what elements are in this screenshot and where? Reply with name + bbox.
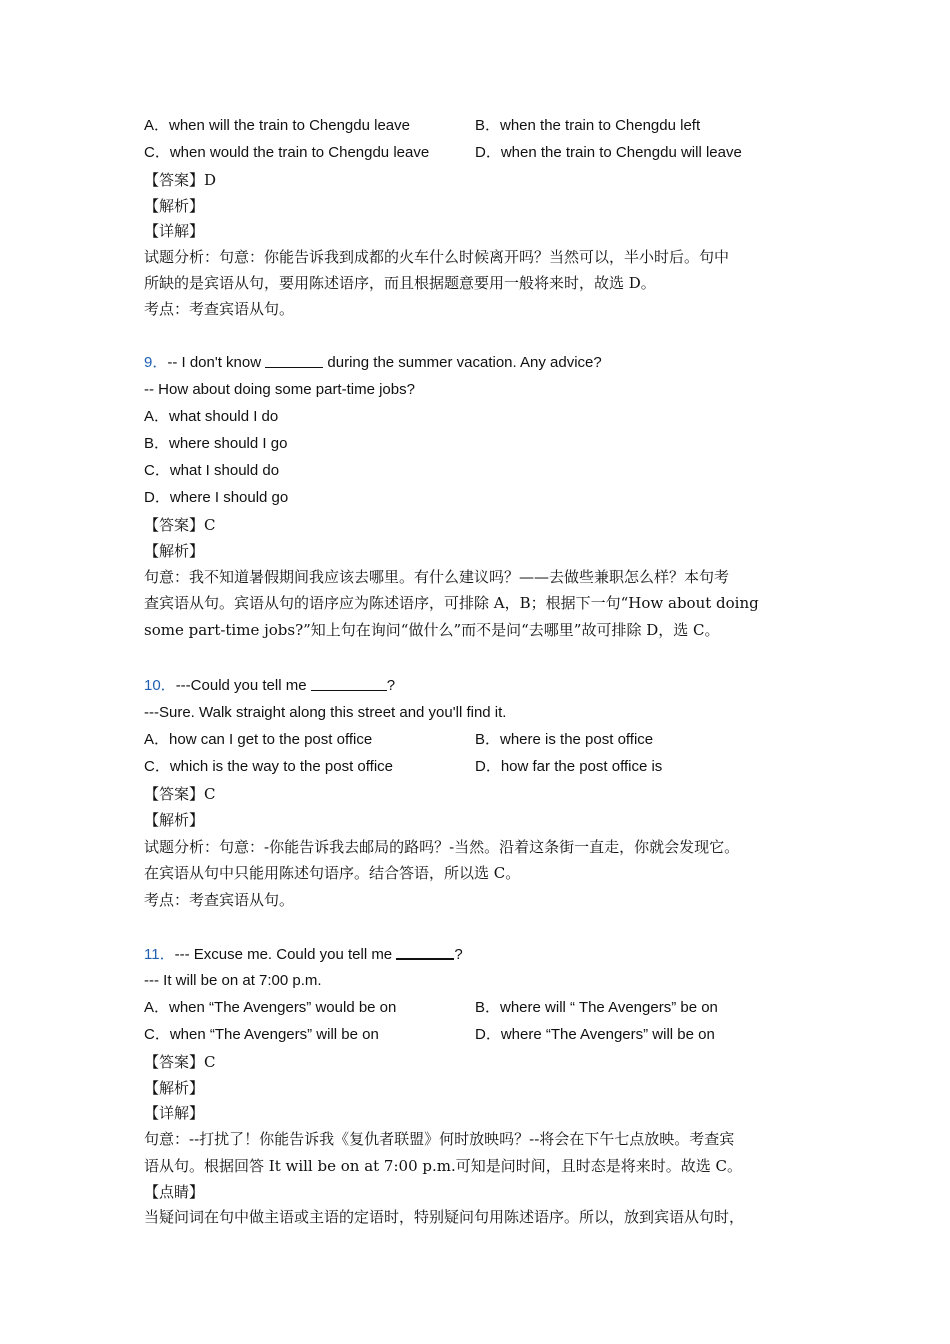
q9-option-c: C．what I should do [144, 462, 280, 479]
q8-option-d: D．when the train to Chengdu will leave [475, 144, 742, 161]
q9-blank [265, 353, 323, 368]
q11-stem [144, 944, 463, 965]
q11-number: 11． [144, 946, 175, 963]
q10-analysis-line-2: 在宾语从句中只能用陈述句语序。结合答语，所以选 C。 [144, 864, 521, 882]
q9-stem-post: during the summer vacation. Any advice? [323, 354, 602, 371]
q8-analysis-line-1: 试题分析：句意：你能告诉我到成都的火车什么时候离开吗？当然可以，半小时后。句中 [144, 248, 730, 266]
q8-option-c: C．when would the train to Chengdu leave [144, 144, 430, 161]
q9-stem-pre: -- I don't know [167, 354, 266, 371]
q11-answer: 【答案】C [144, 1053, 216, 1071]
q11-stem-post: ? [454, 946, 463, 963]
q8-option-a: A．when will the train to Chengdu leave [144, 117, 410, 134]
q8-xiangjie-label: 【详解】 [144, 222, 205, 240]
q11-option-d: D．where “The Avengers” will be on [475, 1026, 715, 1043]
q11-dianjing-label: 【点睛】 [144, 1183, 205, 1201]
q10-stem-pre: ---Could you tell me [175, 677, 311, 694]
q8-analysis-line-2: 所缺的是宾语从句，要用陈述语序，而且根据题意要用一般将来时，故选 D。 [144, 274, 656, 292]
q10-answer: 【答案】C [144, 785, 216, 803]
q10-number: 10． [144, 677, 176, 694]
q9-stem [144, 353, 602, 373]
q11-analysis-line-2: 语从句。根据回答 It will be on at 7:00 p.m.可知是问时间，且时态是将来时。故选 C。 [144, 1157, 742, 1175]
q11-analysis-line-1: 句意：--打扰了！你能告诉我《复仇者联盟》何时放映吗？--将会在下午七点放映。考查宾 [144, 1130, 735, 1148]
q10-option-c: C．which is the way to the post office [144, 758, 394, 775]
q10-kaodian: 考点：考查宾语从句。 [144, 891, 295, 909]
q11-note-line-1: 当疑问词在句中做主语或主语的定语时，特别疑问句用陈述语序。所以，放到宾语从句时， [144, 1208, 745, 1226]
q8-jiexi-label: 【解析】 [144, 197, 205, 215]
q10-option-a: A．how can I get to the post office [144, 731, 373, 748]
q10-option-b: B．where is the post office [475, 731, 654, 748]
q10-blank [311, 676, 387, 691]
q9-analysis-line-1: 句意：我不知道暑假期间我应该去哪里。有什么建议吗？——去做些兼职怎么样？本句考 [144, 568, 730, 586]
q8-option-b: B．when the train to Chengdu left [475, 117, 701, 134]
q11-option-b: B．where will “ The Avengers” be on [475, 999, 718, 1016]
q11-blank [396, 944, 454, 960]
q9-analysis-line-3: some part-time jobs?”知上句在询问“做什么”而不是问“去哪里”故可排除 D，选 C。 [144, 621, 720, 639]
q10-stem [144, 676, 395, 696]
q10-analysis-line-1: 试题分析：句意：-你能告诉我去邮局的路吗？-当然。沿着这条街一直走，你就会发现它。 [144, 838, 740, 856]
q9-dialogue-line-2: -- How about doing some part-time jobs? [144, 381, 415, 398]
q9-option-d: D．where I should go [144, 489, 289, 506]
q10-option-d: D．how far the post office is [475, 758, 663, 775]
q9-answer: 【答案】C [144, 516, 216, 534]
q10-dialogue-line-2: ---Sure. Walk straight along this street and you'll find it. [144, 704, 507, 721]
q8-kaodian: 考点：考查宾语从句。 [144, 300, 295, 318]
q9-number: 9． [144, 354, 168, 371]
q11-option-c: C．when “The Avengers” will be on [144, 1026, 379, 1043]
q8-answer: 【答案】D [144, 171, 217, 189]
q11-option-a: A．when “The Avengers” would be on [144, 999, 397, 1016]
q9-option-b: B．where should I go [144, 435, 288, 452]
q9-option-a: A．what should I do [144, 408, 279, 425]
q10-jiexi-label: 【解析】 [144, 811, 205, 829]
q11-dialogue-line-2: --- It will be on at 7:00 p.m. [144, 972, 322, 989]
q11-jiexi-label: 【解析】 [144, 1079, 205, 1097]
q9-analysis-line-2: 查宾语从句。宾语从句的语序应为陈述语序，可排除 A，B；根据下一句“How about doing [144, 594, 759, 612]
q11-stem-pre: --- Excuse me. Could you tell me [174, 946, 397, 963]
q11-xiangjie-label: 【详解】 [144, 1104, 205, 1122]
q9-jiexi-label: 【解析】 [144, 542, 205, 560]
q10-stem-post: ? [386, 677, 396, 694]
